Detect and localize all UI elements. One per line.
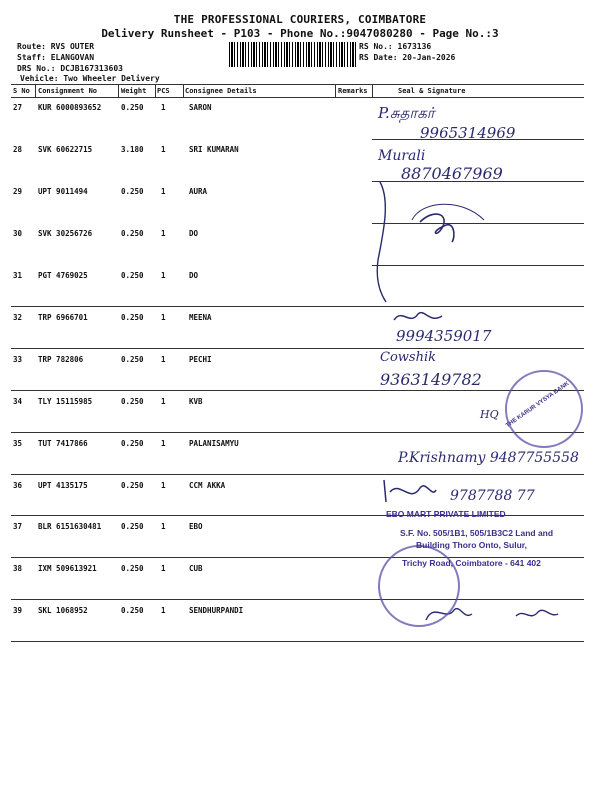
rs-number: RS No.: 1673136 (359, 42, 432, 51)
row-weight: 0.250 (121, 481, 144, 490)
row-consignment-no: SKL 1068952 (38, 606, 88, 615)
row-sno: 33 (13, 355, 23, 364)
row-consignee: KVB (189, 397, 203, 406)
row-weight: 0.250 (121, 313, 144, 322)
row-weight: 0.250 (121, 229, 144, 238)
row-sno: 29 (13, 187, 23, 196)
signature-scribble-29-31 (372, 180, 512, 310)
signature-phone-32: 9994359017 (396, 327, 492, 345)
vehicle-label: Vehicle: Two Wheeler Delivery (20, 74, 160, 83)
company-stamp-line4: Trichy Road, Coimbatore - 641 402 (402, 558, 541, 568)
row-weight: 0.250 (121, 187, 144, 196)
runsheet-subtitle: Delivery Runsheet - P103 - Phone No.:9047080280 - Page No.:3 (101, 27, 499, 40)
row-consignment-no: IXM 509613921 (38, 564, 97, 573)
staff-label: Staff: ELANGOVAN (17, 53, 95, 62)
company-stamp-line3: Building Thoro Onto, Sulur, (416, 540, 527, 550)
row-sno: 35 (13, 439, 23, 448)
row-consignment-no: SVK 30256726 (38, 229, 93, 238)
row-divider (11, 432, 584, 433)
row-consignment-no: TRP 6966701 (38, 313, 88, 322)
row-pcs: 1 (161, 271, 166, 280)
row-consignee: EBO (189, 522, 203, 531)
row-pcs: 1 (161, 439, 166, 448)
row-weight: 3.180 (121, 145, 144, 154)
row-weight: 0.250 (121, 522, 144, 531)
row-consignment-no: KUR 6000893652 (38, 103, 102, 112)
row-weight: 0.250 (121, 564, 144, 573)
header-seal-signature: Seal & Signature (398, 87, 466, 95)
signature-name-33: Cowshik (380, 350, 436, 365)
row-pcs: 1 (161, 145, 166, 154)
drs-label: DRS No.: DCJB167313603 (17, 64, 123, 73)
signature-scribble-36 (380, 474, 440, 508)
runsheet-title: THE PROFESSIONAL COURIERS, COIMBATORE (173, 13, 427, 26)
table-header-top-border (11, 84, 584, 85)
header-weight: Weight (121, 87, 147, 95)
row-pcs: 1 (161, 313, 166, 322)
barcode (229, 42, 356, 67)
column-divider (372, 84, 373, 97)
row-consignment-no: TLY 15115985 (38, 397, 93, 406)
row-consignment-no: TUT 7417866 (38, 439, 88, 448)
row-consignee: AURA (189, 187, 208, 196)
table-bottom-border (11, 641, 584, 642)
signature-name-27: P.சுதாகர் (378, 104, 435, 122)
signature-text-35: P.Krishnamy 9487755558 (398, 450, 579, 466)
header-consignment-no: Consignment No (38, 87, 98, 95)
row-sno: 28 (13, 145, 23, 154)
row-consignee: DO (189, 271, 199, 280)
column-divider (335, 84, 336, 97)
row-pcs: 1 (161, 229, 166, 238)
company-stamp-line2: S.F. No. 505/1B1, 505/1B3C2 Land and (400, 528, 554, 538)
row-consignment-no: UPT 4135175 (38, 481, 88, 490)
row-consignee: SENDHURPANDI (189, 606, 244, 615)
header-sno: S No (13, 87, 30, 95)
signature-phone-36: 9787788 77 (450, 488, 535, 504)
column-divider (183, 84, 184, 97)
row-pcs: 1 (161, 355, 166, 364)
route-label: Route: RVS OUTER (17, 42, 95, 51)
row-divider (11, 390, 584, 391)
row-sno: 34 (13, 397, 23, 406)
row-sno: 39 (13, 606, 23, 615)
row-weight: 0.250 (121, 397, 144, 406)
row-consignee: CUB (189, 564, 203, 573)
row-consignee: SRI KUMARAN (189, 145, 239, 154)
row-weight: 0.250 (121, 271, 144, 280)
row-weight: 0.250 (121, 606, 144, 615)
header-consignee-details: Consignee Details (185, 87, 257, 95)
row-sno: 27 (13, 103, 23, 112)
row-consignee: DO (189, 229, 199, 238)
row-consignee: MEENA (189, 313, 212, 322)
row-pcs: 1 (161, 606, 166, 615)
row-sno: 36 (13, 481, 23, 490)
row-consignment-no: UPT 9011494 (38, 187, 88, 196)
signature-phone-28: 8870467969 (401, 164, 503, 183)
row-divider (11, 474, 584, 475)
row-divider (11, 348, 584, 349)
row-weight: 0.250 (121, 355, 144, 364)
row-sno: 32 (13, 313, 23, 322)
header-pcs: PCS (157, 87, 170, 95)
row-pcs: 1 (161, 397, 166, 406)
row-sno: 38 (13, 564, 23, 573)
row-consignment-no: SVK 60622715 (38, 145, 93, 154)
row-pcs: 1 (161, 187, 166, 196)
row-consignee: SARON (189, 103, 212, 112)
row-pcs: 1 (161, 522, 166, 531)
signature-phone-33: 9363149782 (380, 370, 482, 389)
row-consignment-no: TRP 782806 (38, 355, 84, 364)
row-pcs: 1 (161, 103, 166, 112)
row-consignee: CCM AKKA (189, 481, 226, 490)
company-stamp-line1: EBO MART PRIVATE LIMITED (386, 509, 506, 519)
column-divider (118, 84, 119, 97)
row-sno: 31 (13, 271, 23, 280)
signature-mark-34: HQ (480, 408, 499, 421)
table-header-bottom-border (11, 97, 584, 98)
bank-seal (505, 370, 583, 448)
row-weight: 0.250 (121, 103, 144, 112)
row-consignment-no: PGT 4769025 (38, 271, 88, 280)
column-divider (155, 84, 156, 97)
signature-phone-27: 9965314969 (420, 124, 516, 142)
row-sno: 30 (13, 229, 23, 238)
row-consignee: PECHI (189, 355, 212, 364)
header-remarks: Remarks (338, 87, 368, 95)
signature-name-28: Murali (378, 148, 426, 164)
bank-seal-text: THE KARUR VYSYA BANK (505, 380, 571, 430)
row-sno: 37 (13, 522, 23, 531)
row-consignee: PALANISAMYU (189, 439, 239, 448)
row-pcs: 1 (161, 564, 166, 573)
rs-date: RS Date: 20-Jan-2026 (359, 53, 456, 62)
row-pcs: 1 (161, 481, 166, 490)
signature-scribble-32 (390, 306, 450, 328)
row-consignment-no: BLR 6151630481 (38, 522, 102, 531)
column-divider (35, 84, 36, 97)
row-weight: 0.250 (121, 439, 144, 448)
